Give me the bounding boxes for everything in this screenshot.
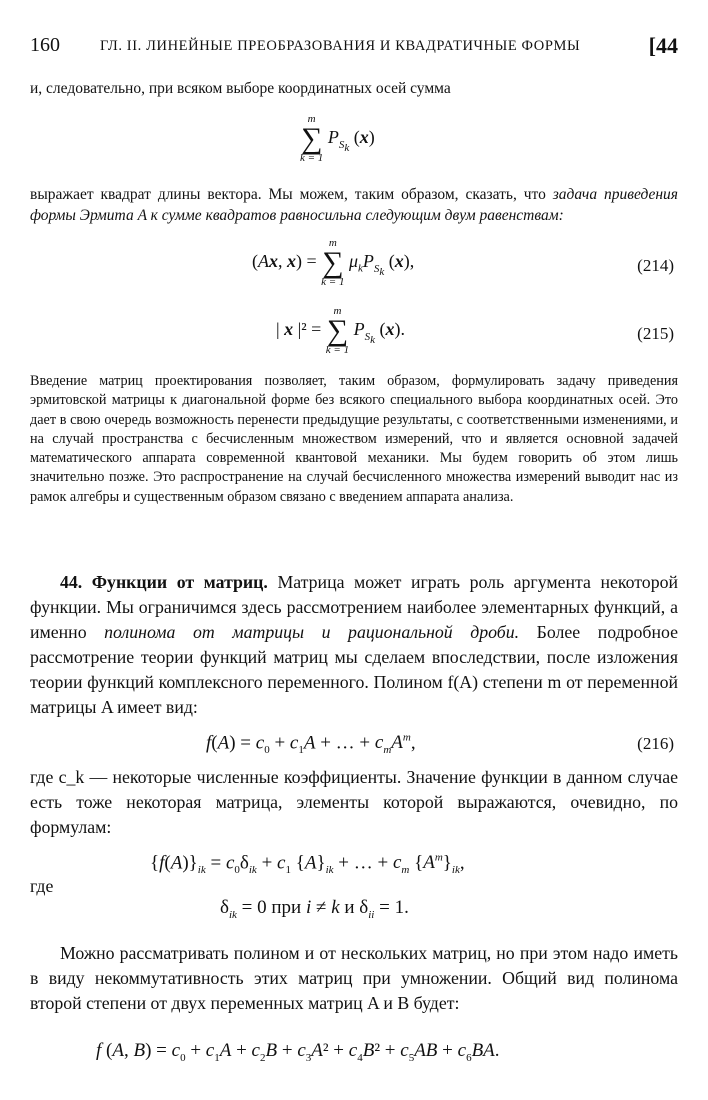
equation-215: | x |² = m ∑ k = 1 $P_{S_k}$ (x). [276,305,405,356]
paragraph-4-italic: полинома от матрицы и рациональной дроби. [104,621,520,642]
paragraph-2-italic: задача приведения формы Эрмита A к сумме квадратов равносильна следующим двум равенствам: [30,186,679,225]
equation-elements: $\{f(A)\}_{ik} = c_0\delta_{ik} + c_1$ $\{A\}_{ik}$ + … + $c_m$ $\{A^m\}_{ik}$, [150,852,465,877]
section-heading: 44. Функции от матриц. [60,572,268,592]
paragraph-2-text: выражает квадрат длины вектора. Мы можем, таким образом, сказать, что [30,186,546,203]
equation-delta: $\delta_{ik} = 0$ при i ≠ k и $\delta_{ii} = 1$. [220,897,409,921]
paragraph-5: где c_k — некоторые численные коэффициенты. Значение функции в данном случае есть тоже некоторая матрица, элементы которой выражаются, очевидно, по формулам: [30,767,678,837]
paragraph-7: Можно рассматривать полином и от нескольких матриц, но при этом надо иметь в виду некоммутативность этих матриц при умножении. Общий вид полинома второй степени от двух переменных матриц A и B будет: [30,943,678,1013]
equation-polynomial-two: f (A, $B) = c_0 + c_1A + c_2B + c_3A^2 + c_4B^2 + c_5AB + c_6BA$. [96,1040,500,1064]
paragraph-1: и, следовательно, при всяком выборе координатных осей сумма [30,80,451,97]
paragraph-2 [30,184,678,227]
page-number: 160 [30,34,60,56]
paragraph-4-text-a: Матрица может играть роль аргумента некоторой функции. Мы ограничимся здесь рассмотрением наиболее элементарных функций, а именно [30,572,678,642]
equation-214: (Ax, x) = m ∑ k = 1 $\mu_kP_{S_k}$ (x), [252,237,415,288]
paragraph-6: где [30,876,54,896]
equation-215-number: (215) [637,324,674,343]
paragraph-4 [30,570,678,719]
equation-216: $f(A) = c_0 + c_1A$ + … + $c_mA^m$, [206,732,416,757]
running-title: ГЛ. II. ЛИНЕЙНЫЕ ПРЕОБРАЗОВАНИЯ И КВАДРАТИЧНЫЕ ФОРМЫ [100,38,581,54]
equation-216-number: (216) [637,734,674,753]
equation-sum: m ∑ k = 1 $P_{S_k}$ (x) [300,113,375,164]
page-header [30,34,678,60]
paragraph-3: Введение матриц проектирования позволяет, таким образом, формулировать задачу приведения эрмитовской матрицы к диагональной форме без всякого специального выбора координатных осей. Это дает в свою очередь возможность перенести предыдущие результаты, с соответственными изменениями, и на случай пространства с бесчисленным множеством измерений, что и является основной задачей математического аппарата современной квантовой механики. Мы будем говорить об этом лишь значительно позже. Это распространение на случай бесчисленного множества измерений выводит нас из рамок алгебры и существенным образом связано с введением аппарата анализа. [30,373,678,505]
section-marker: [44 [648,33,678,58]
paragraph-4-text-b: Более подробное рассмотрение теории функций матриц мы сделаем впоследствии, после изложения теории функций комплексного переменного. Полином f(A) степени m от переменной матрицы A имеет вид: [30,621,678,717]
equation-214-number: (214) [637,256,674,275]
